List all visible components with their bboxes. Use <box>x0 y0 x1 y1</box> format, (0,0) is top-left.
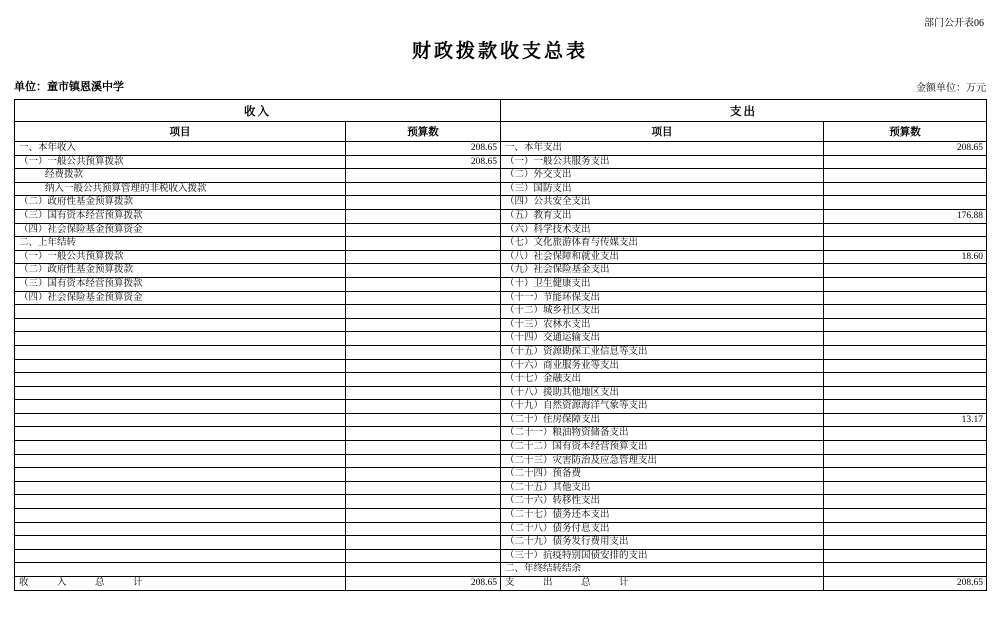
table-row <box>15 223 987 237</box>
table-row <box>15 305 987 319</box>
expense-budget-cell <box>824 291 987 305</box>
income-budget-cell <box>346 481 501 495</box>
income-budget-cell <box>346 509 501 523</box>
expense-item-cell: （二十九）债务发行费用支出 <box>501 536 824 550</box>
expense-item-cell: （十八）援助其他地区支出 <box>501 386 824 400</box>
income-item-cell <box>15 359 346 373</box>
income-item-cell: 纳入一般公共预算管理的非税收入拨款 <box>15 182 346 196</box>
table-row <box>15 468 987 482</box>
expense-item-cell: （十三）农林水支出 <box>501 318 824 332</box>
income-item-cell <box>15 454 346 468</box>
income-item-cell <box>15 522 346 536</box>
income-item-cell: （三）国有资本经营预算拨款 <box>15 209 346 223</box>
income-item-cell: （三）国有资本经营预算拨款 <box>15 277 346 291</box>
expense-budget-cell <box>824 481 987 495</box>
expense-budget-cell <box>824 277 987 291</box>
expense-budget-cell <box>824 332 987 346</box>
expense-budget-cell <box>824 305 987 319</box>
income-item-cell <box>15 413 346 427</box>
income-item-cell: （一）一般公共预算拨款 <box>15 155 346 169</box>
page-title: 财政拨款收支总表 <box>411 41 588 62</box>
expense-item-cell: （七）文化旅游体育与传媒支出 <box>501 237 824 251</box>
income-item-column-header: 项目 <box>15 122 346 142</box>
expense-budget-cell <box>824 536 987 550</box>
income-budget-cell <box>346 536 501 550</box>
expense-budget-cell: 208.65 <box>824 142 987 156</box>
budget-summary-table <box>14 99 987 591</box>
table-row <box>15 318 987 332</box>
expense-item-cell: （十五）资源勘探工业信息等支出 <box>501 345 824 359</box>
income-item-cell <box>15 386 346 400</box>
expense-item-cell: （二十二）国有资本经营预算支出 <box>501 441 824 455</box>
expense-budget-cell <box>824 441 987 455</box>
expense-item-cell: （二）外交支出 <box>501 169 824 183</box>
table-row <box>15 345 987 359</box>
expense-item-cell: 一、本年支出 <box>501 142 824 156</box>
income-item-cell <box>15 549 346 563</box>
table-row <box>15 196 987 210</box>
income-budget-cell <box>346 305 501 319</box>
total-row <box>15 577 987 591</box>
expense-item-cell: （五）教育支出 <box>501 209 824 223</box>
income-budget-cell <box>346 196 501 210</box>
expense-item-cell: （二十七）债务还本支出 <box>501 509 824 523</box>
income-item-cell: （四）社会保险基金预算资金 <box>15 223 346 237</box>
expense-budget-cell <box>824 386 987 400</box>
expense-item-cell: （一）一般公共服务支出 <box>501 155 824 169</box>
meta-row <box>14 78 986 94</box>
expense-budget-column-header: 预算数 <box>824 122 987 142</box>
income-budget-cell <box>346 373 501 387</box>
income-budget-cell <box>346 332 501 346</box>
table-row <box>15 441 987 455</box>
expense-budget-cell <box>824 509 987 523</box>
income-item-cell: 二、上年结转 <box>15 237 346 251</box>
table-row <box>15 495 987 509</box>
table-row <box>15 209 987 223</box>
expense-budget-cell <box>824 359 987 373</box>
income-budget-cell: 208.65 <box>346 155 501 169</box>
income-budget-cell <box>346 318 501 332</box>
expense-item-column-header: 项目 <box>501 122 824 142</box>
expense-budget-cell <box>824 522 987 536</box>
income-budget-cell: 208.65 <box>346 577 501 591</box>
income-item-cell <box>15 495 346 509</box>
income-item-cell: （一）一般公共预算拨款 <box>15 250 346 264</box>
income-budget-cell <box>346 264 501 278</box>
expense-item-cell: （三）国防支出 <box>501 182 824 196</box>
income-budget-cell <box>346 400 501 414</box>
table-row <box>15 563 987 577</box>
income-item-cell <box>15 481 346 495</box>
amount-unit-label: 金额单位：万元 <box>916 83 986 94</box>
table-row <box>15 373 987 387</box>
expense-budget-cell <box>824 400 987 414</box>
income-budget-cell <box>346 495 501 509</box>
expense-budget-cell <box>824 155 987 169</box>
income-budget-cell <box>346 522 501 536</box>
income-item-cell <box>15 509 346 523</box>
expense-item-cell: （十四）交通运输支出 <box>501 332 824 346</box>
income-item-cell <box>15 345 346 359</box>
table-row <box>15 277 987 291</box>
expense-budget-cell: 176.88 <box>824 209 987 223</box>
income-budget-cell <box>346 209 501 223</box>
table-row <box>15 549 987 563</box>
expense-item-cell: （四）公共安全支出 <box>501 196 824 210</box>
table-row <box>15 291 987 305</box>
table-row <box>15 386 987 400</box>
expense-budget-cell <box>824 563 987 577</box>
expense-item-cell: （二十三）灾害防治及应急管理支出 <box>501 454 824 468</box>
income-item-cell <box>15 536 346 550</box>
income-item-cell <box>15 305 346 319</box>
income-item-cell <box>15 563 346 577</box>
income-budget-cell <box>346 454 501 468</box>
table-row <box>15 413 987 427</box>
income-item-cell <box>15 318 346 332</box>
table-row <box>15 400 987 414</box>
expense-item-cell: （二十一）粮油物资储备支出 <box>501 427 824 441</box>
expense-budget-cell <box>824 495 987 509</box>
expense-budget-cell: 208.65 <box>824 577 987 591</box>
income-budget-cell <box>346 182 501 196</box>
table-row <box>15 182 987 196</box>
table-row <box>15 250 987 264</box>
table-row <box>15 264 987 278</box>
income-budget-cell <box>346 250 501 264</box>
expense-budget-cell <box>824 318 987 332</box>
expense-item-cell: （二十八）债务付息支出 <box>501 522 824 536</box>
income-budget-cell <box>346 169 501 183</box>
income-budget-cell <box>346 468 501 482</box>
expense-budget-cell <box>824 549 987 563</box>
expense-budget-cell <box>824 468 987 482</box>
table-row <box>15 509 987 523</box>
expense-budget-cell <box>824 427 987 441</box>
column-header-row <box>15 122 987 142</box>
table-body <box>15 142 987 591</box>
table-row <box>15 142 987 156</box>
expense-budget-cell <box>824 264 987 278</box>
doc-number: 部门公开表06 <box>924 18 984 29</box>
expense-item-cell: （十）卫生健康支出 <box>501 277 824 291</box>
expense-item-cell: （二十五）其他支出 <box>501 481 824 495</box>
expense-item-cell: （三十）抗疫特别国债安排的支出 <box>501 549 824 563</box>
expense-budget-cell <box>824 373 987 387</box>
expense-item-cell: （十二）城乡社区支出 <box>501 305 824 319</box>
income-item-cell: 收入总计 <box>15 577 346 591</box>
expense-budget-cell <box>824 454 987 468</box>
expense-item-cell: （二十六）转移性支出 <box>501 495 824 509</box>
expense-item-cell: 支出总计 <box>501 577 824 591</box>
income-budget-cell <box>346 291 501 305</box>
income-item-cell <box>15 441 346 455</box>
expense-item-cell: （十一）节能环保支出 <box>501 291 824 305</box>
income-section-header: 收入 <box>15 100 501 122</box>
table-row <box>15 522 987 536</box>
income-budget-column-header: 预算数 <box>346 122 501 142</box>
expense-item-cell: 二、年终结转结余 <box>501 563 824 577</box>
income-budget-cell <box>346 563 501 577</box>
income-item-cell <box>15 373 346 387</box>
expense-budget-cell <box>824 182 987 196</box>
expense-budget-cell <box>824 223 987 237</box>
income-item-cell: （二）政府性基金预算拨款 <box>15 196 346 210</box>
expense-section-header: 支出 <box>501 100 987 122</box>
expense-budget-cell: 18.60 <box>824 250 987 264</box>
expense-budget-cell <box>824 237 987 251</box>
table-row <box>15 454 987 468</box>
table-row <box>15 237 987 251</box>
expense-item-cell: （二十四）预备费 <box>501 468 824 482</box>
table-row <box>15 427 987 441</box>
income-item-cell <box>15 400 346 414</box>
income-budget-cell <box>346 237 501 251</box>
expense-budget-cell: 13.17 <box>824 413 987 427</box>
table-row <box>15 359 987 373</box>
income-item-cell: 经费拨款 <box>15 169 346 183</box>
income-budget-cell <box>346 345 501 359</box>
income-budget-cell <box>346 427 501 441</box>
unit-label: 单位：童市镇恩溪中学 <box>14 81 124 93</box>
income-budget-cell <box>346 359 501 373</box>
expense-item-cell: （十七）金融支出 <box>501 373 824 387</box>
table-row <box>15 332 987 346</box>
income-budget-cell <box>346 441 501 455</box>
expense-item-cell: （九）社会保险基金支出 <box>501 264 824 278</box>
income-item-cell: （四）社会保险基金预算资金 <box>15 291 346 305</box>
expense-budget-cell <box>824 196 987 210</box>
expense-budget-cell <box>824 169 987 183</box>
table-row <box>15 536 987 550</box>
expense-budget-cell <box>824 345 987 359</box>
income-budget-cell <box>346 386 501 400</box>
expense-item-cell: （十六）商业服务业等支出 <box>501 359 824 373</box>
table-row <box>15 481 987 495</box>
section-header-row <box>15 100 987 122</box>
income-item-cell: （二）政府性基金预算拨款 <box>15 264 346 278</box>
income-budget-cell <box>346 277 501 291</box>
expense-item-cell: （八）社会保障和就业支出 <box>501 250 824 264</box>
table-row <box>15 155 987 169</box>
income-budget-cell: 208.65 <box>346 142 501 156</box>
income-item-cell <box>15 427 346 441</box>
income-budget-cell <box>346 549 501 563</box>
income-item-cell <box>15 468 346 482</box>
income-item-cell: 一、本年收入 <box>15 142 346 156</box>
income-item-cell <box>15 332 346 346</box>
expense-item-cell: （二十）住房保障支出 <box>501 413 824 427</box>
expense-item-cell: （六）科学技术支出 <box>501 223 824 237</box>
expense-item-cell: （十九）自然资源海洋气象等支出 <box>501 400 824 414</box>
income-budget-cell <box>346 223 501 237</box>
table-row <box>15 169 987 183</box>
income-budget-cell <box>346 413 501 427</box>
